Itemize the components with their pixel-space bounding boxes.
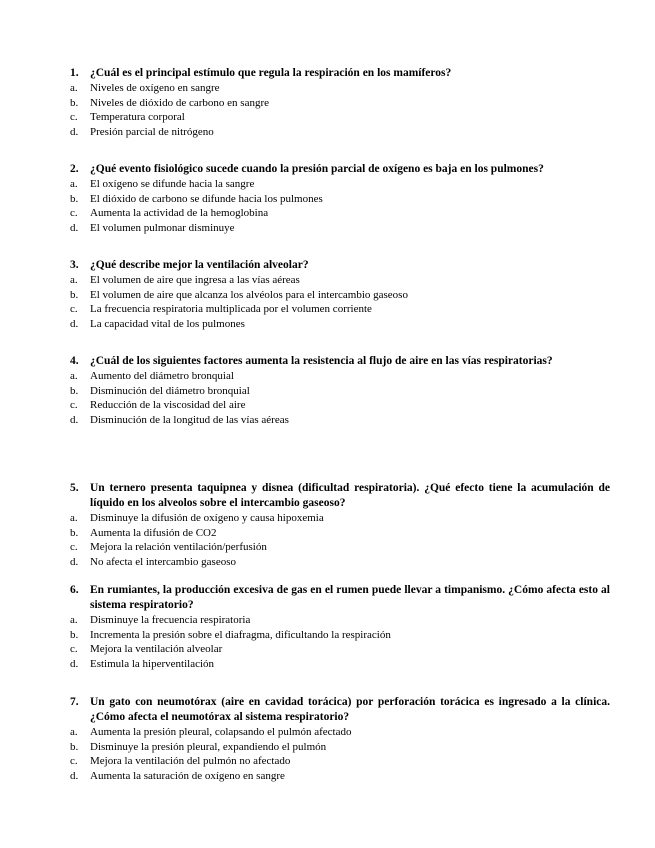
option-d [70,125,610,140]
question-header [70,66,610,81]
option-letter: c. [70,541,78,554]
option-a [70,613,610,628]
option-letter: b. [70,628,79,641]
question-1 [70,66,610,139]
option-letter: b. [70,288,79,301]
option-text: Mejora la relación ventilación/perfusión [90,541,267,554]
option-text: Niveles de dióxido de carbono en sangre [90,96,269,109]
option-text: Aumenta la saturación de oxígeno en sangre [90,769,285,782]
option-a [70,511,610,526]
option-letter: c. [70,207,78,220]
option-c [70,110,610,125]
option-b [70,96,610,111]
question-text: ¿Cuál de los siguientes factores aumenta la resistencia al flujo de aire en las vías respiratorias? [90,355,553,367]
option-letter: c. [70,399,78,412]
option-letter: b. [70,526,79,539]
option-letter: c. [70,755,78,768]
option-text: El dióxido de carbono se difunde hacia los pulmones [90,192,323,205]
option-letter: b. [70,740,79,753]
option-a [70,177,610,192]
question-number: 5. [70,482,79,494]
question-header [70,162,610,177]
option-d [70,555,610,570]
option-text: El volumen de aire que alcanza los alvéolos para el intercambio gaseoso [90,288,408,301]
option-text: Disminuye la difusión de oxígeno y causa hipoxemia [90,512,324,524]
question-number: 4. [70,355,79,367]
option-b [70,192,610,207]
option-text: Mejora la ventilación alveolar [90,643,223,656]
option-a [70,273,610,288]
option-letter: d. [70,413,79,426]
option-letter: b. [70,192,79,205]
option-text: Aumento del diámetro bronquial [90,370,234,382]
option-letter: a. [70,512,78,524]
option-text: El volumen pulmonar disminuye [90,221,235,234]
option-d [70,221,610,236]
option-letter: a. [70,178,78,190]
option-text: Aumenta la difusión de CO2 [90,526,217,539]
question-number: 1. [70,67,79,79]
option-letter: b. [70,96,79,109]
option-letter: c. [70,111,78,124]
question-number: 2. [70,163,79,175]
option-letter: a. [70,370,78,382]
question-6 [70,583,610,671]
option-d [70,769,610,784]
option-a [70,369,610,384]
option-a [70,725,610,740]
option-letter: c. [70,643,78,656]
option-letter: d. [70,125,79,138]
option-b [70,384,610,399]
option-letter: c. [70,303,78,316]
question-5 [70,481,610,569]
option-c [70,206,610,221]
question-number: 6. [70,584,79,596]
option-c [70,642,610,657]
option-c [70,754,610,769]
option-text: El oxígeno se difunde hacia la sangre [90,178,255,190]
option-c [70,540,610,555]
option-c [70,302,610,317]
question-text: Un ternero presenta taquipnea y disnea (dificultad respiratoria). ¿Qué efecto tiene la acumulación de líquido en los alveolos sobre el intercambio gaseoso? [90,482,610,509]
option-b [70,288,610,303]
option-text: La frecuencia respiratoria multiplicada por el volumen corriente [90,303,372,316]
option-d [70,657,610,672]
option-letter: a. [70,274,78,286]
option-letter: d. [70,555,79,568]
option-text: Aumenta la presión pleural, colapsando el pulmón afectado [90,726,352,738]
option-letter: d. [70,221,79,234]
question-text: ¿Qué describe mejor la ventilación alveolar? [90,259,309,271]
question-number: 3. [70,259,79,271]
option-text: Mejora la ventilación del pulmón no afectado [90,755,291,768]
option-text: Disminuye la frecuencia respiratoria [90,614,251,626]
option-b [70,628,610,643]
question-7 [70,695,610,783]
option-text: El volumen de aire que ingresa a las vías aéreas [90,274,300,286]
option-text: La capacidad vital de los pulmones [90,317,245,330]
option-text: No afecta el intercambio gaseoso [90,555,236,568]
option-text: Niveles de oxígeno en sangre [90,82,220,94]
question-header [70,258,610,273]
option-c [70,398,610,413]
option-text: Estimula la hiperventilación [90,657,215,670]
option-text: Aumenta la actividad de la hemoglobina [90,207,269,220]
option-letter: a. [70,82,78,94]
option-text: Disminución del diámetro bronquial [90,384,250,397]
option-text: Incrementa la presión sobre el diafragma, dificultando la respiración [90,628,391,641]
question-header [70,481,610,511]
option-b [70,740,610,755]
option-letter: d. [70,769,79,782]
option-text: Disminuye la presión pleural, expandiendo el pulmón [90,740,327,753]
question-number: 7. [70,696,79,708]
question-4 [70,354,610,427]
option-text: Presión parcial de nitrógeno [90,125,214,138]
option-text: Disminución de la longitud de las vías aéreas [90,413,289,426]
option-letter: a. [70,614,78,626]
question-text: ¿Qué evento fisiológico sucede cuando la presión parcial de oxígeno es baja en los pulmones? [90,163,544,175]
option-letter: d. [70,657,79,670]
option-letter: d. [70,317,79,330]
question-header [70,695,610,725]
option-d [70,413,610,428]
question-header [70,354,610,369]
question-3 [70,258,610,331]
question-text: ¿Cuál es el principal estímulo que regula la respiración en los mamíferos? [90,67,452,79]
option-b [70,526,610,541]
option-a [70,81,610,96]
option-letter: b. [70,384,79,397]
question-header [70,583,610,613]
question-text: Un gato con neumotórax (aire en cavidad torácica) por perforación torácica es ingresado a la clínica. ¿Cómo afecta el neumotórax al sistema respiratorio? [90,696,610,723]
option-letter: a. [70,726,78,738]
option-d [70,317,610,332]
question-2 [70,162,610,235]
option-text: Reducción de la viscosidad del aire [90,399,246,412]
option-text: Temperatura corporal [90,111,185,124]
question-text: En rumiantes, la producción excesiva de gas en el rumen puede llevar a timpanismo. ¿Cómo afecta esto al sistema respiratorio? [90,584,610,611]
